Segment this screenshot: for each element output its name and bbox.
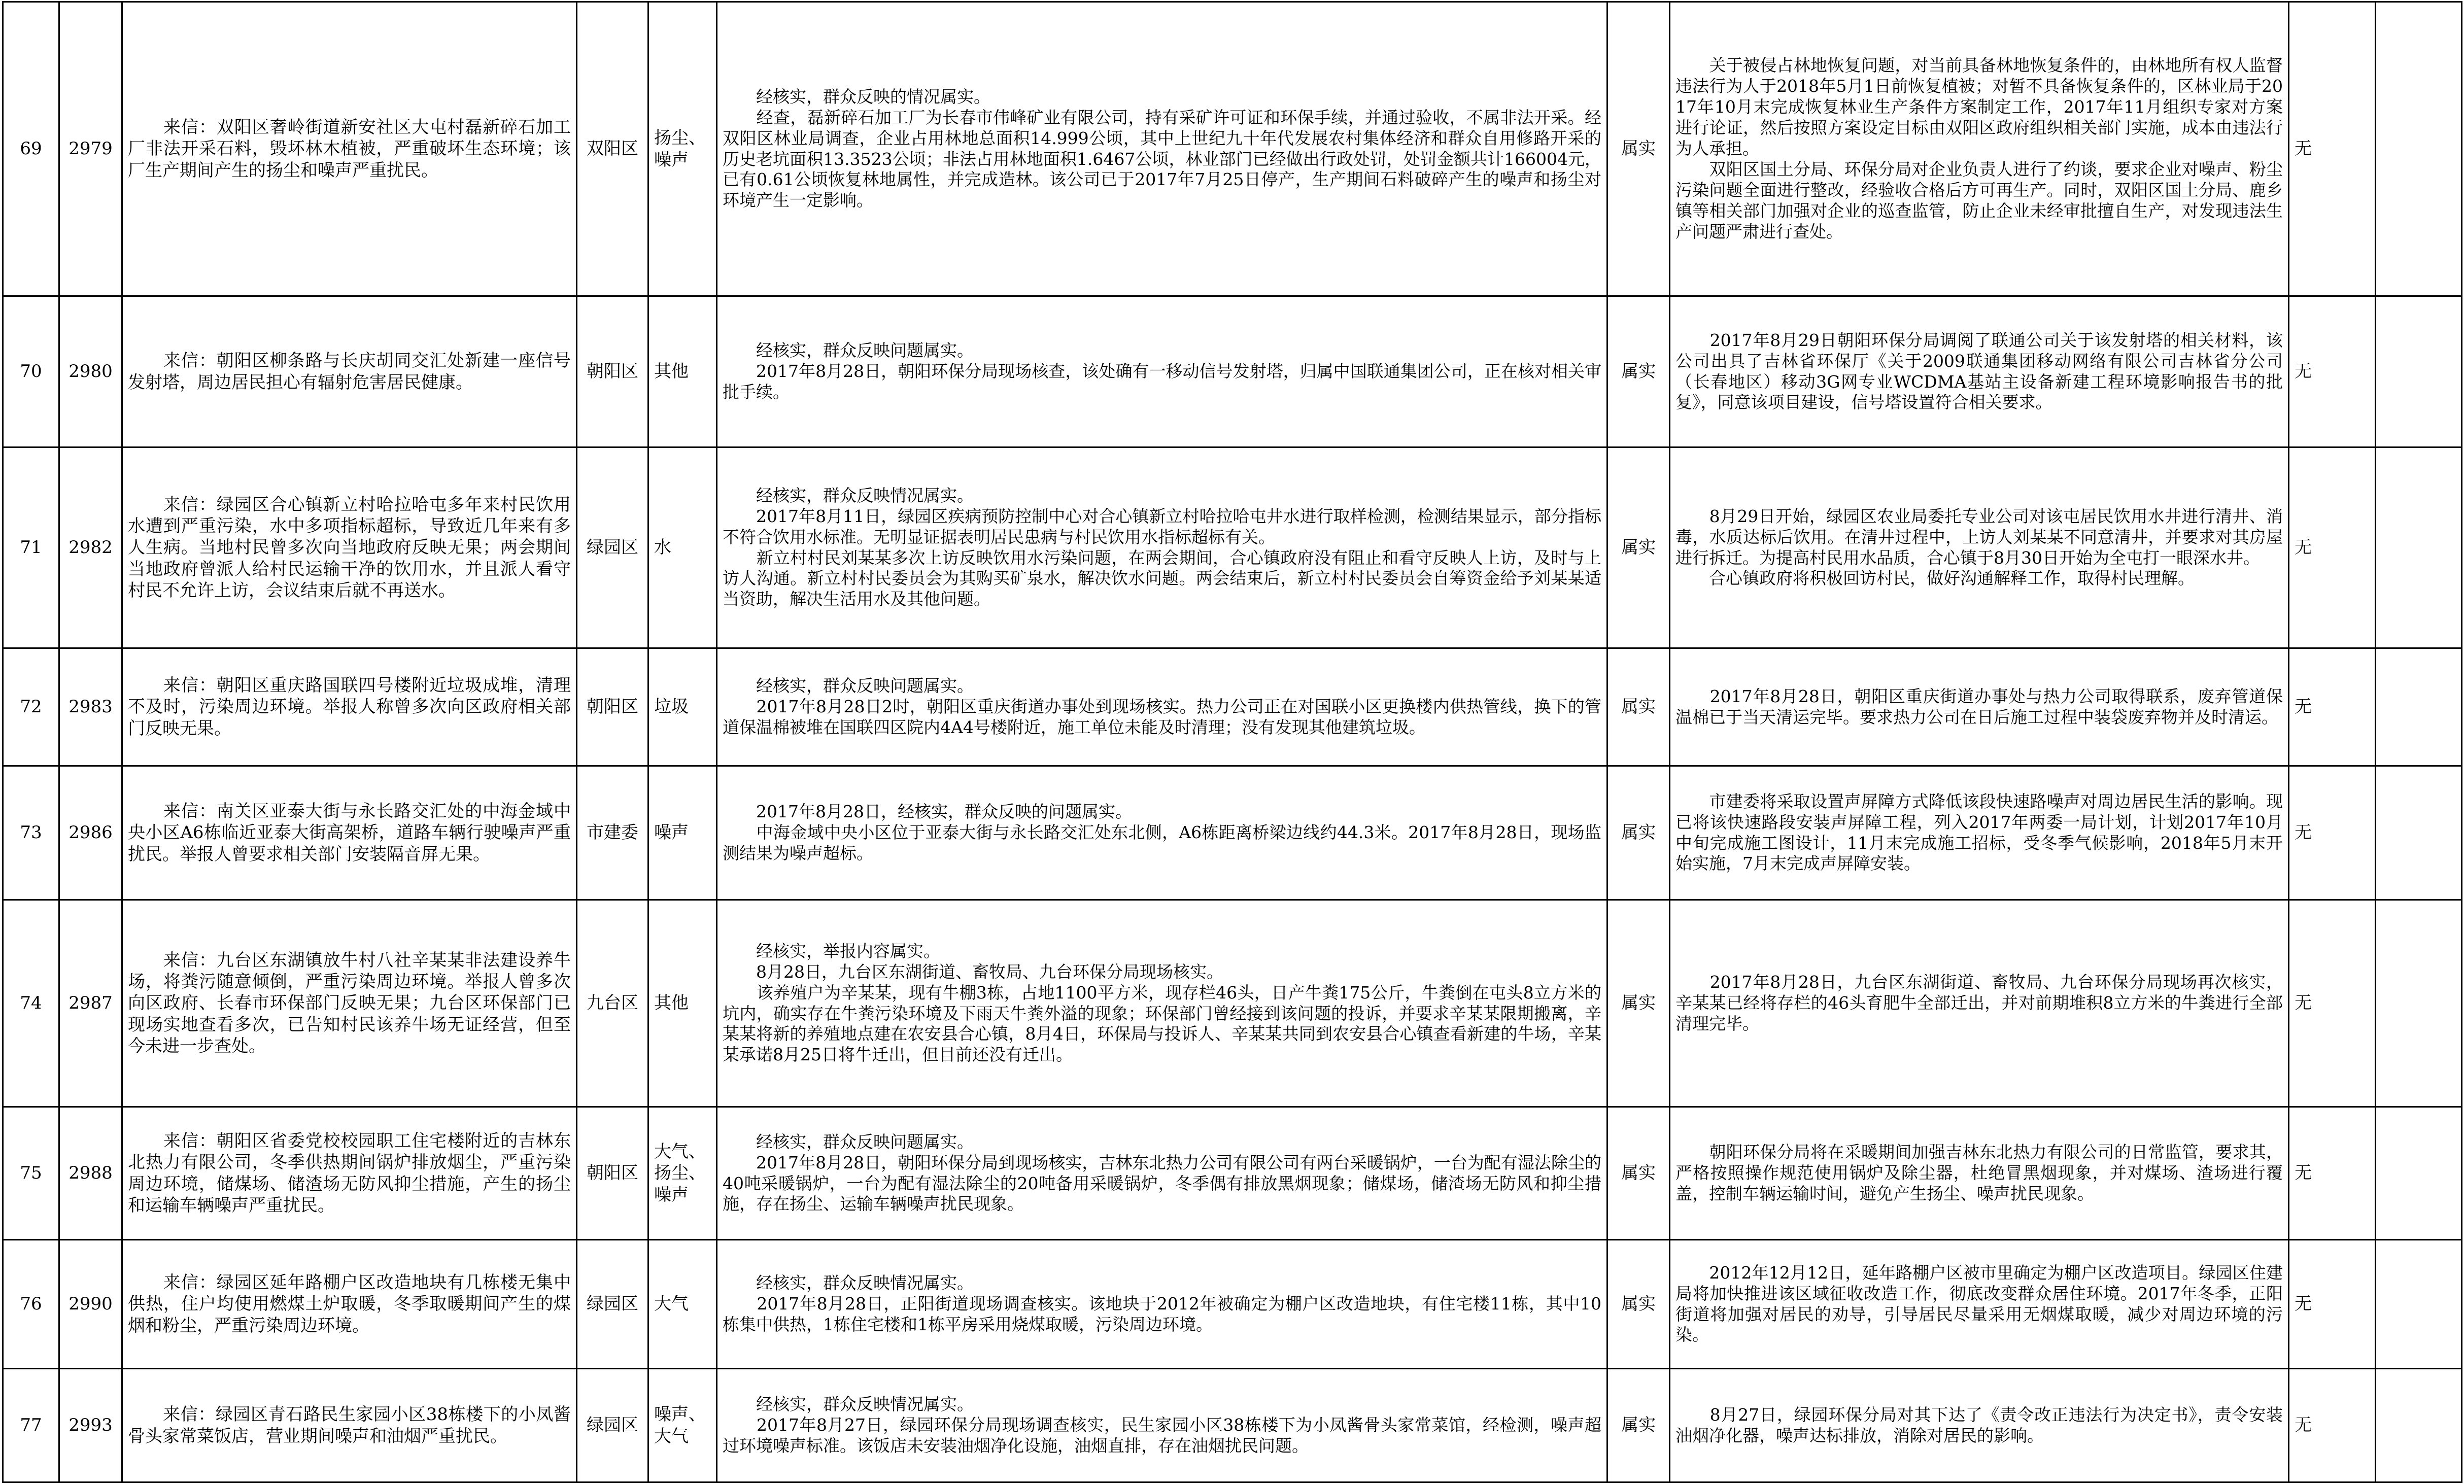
row-pollution-type: 噪声、大气 <box>648 1369 717 1482</box>
row-pollution-type: 其他 <box>648 900 717 1107</box>
row-extra <box>2376 1369 2462 1482</box>
table-row <box>3 648 2462 766</box>
row-finding: 经核实，群众反映问题属实。 2017年8月28日，朝阳环保分局到现场核实，吉林东北热力公司有限公司有两台采暖锅炉，一台为配有湿法除尘的40吨采暖锅炉，一台为配有湿法除尘的20吨备用采暖锅炉，冬季偶有排放黑烟现象；储煤场，储渣场无防风和抑尘措施，存在扬尘、运输车辆噪声扰民现象。 <box>717 1107 1607 1240</box>
row-handling: 2017年8月28日，九台区东湖街道、畜牧局、九台环保分局现场再次核实，辛某某已经将存栏的46头育肥牛全部迁出，并对前期堆积8立方米的牛粪进行全部清理完毕。 <box>1670 900 2289 1107</box>
row-district: 九台区 <box>577 900 648 1107</box>
row-district: 双阳区 <box>577 2 648 296</box>
row-verdict: 属实 <box>1607 648 1670 766</box>
row-seq: 72 <box>3 648 59 766</box>
row-case-id: 2988 <box>59 1107 122 1240</box>
row-accountability: 无 <box>2289 1107 2376 1240</box>
row-extra <box>2376 1107 2462 1240</box>
row-case-id: 2979 <box>59 2 122 296</box>
row-case-id: 2982 <box>59 447 122 648</box>
row-accountability: 无 <box>2289 296 2376 447</box>
row-finding: 经核实，举报内容属实。 8月28日，九台区东湖街道、畜牧局、九台环保分局现场核实。 该养殖户为辛某某，现有牛棚3栋，占地1100平方米，现存栏46头，日产牛粪175公斤，牛粪倒在屯头8立方米的坑内，确实存在牛粪污染环境及下雨天牛粪外溢的现象；环保部门曾经接到该问题的投诉，并要求辛某某限期搬离，辛某某将新的养殖地点建在农安县合心镇，8月4日，环保局与投诉人、辛某某共同到农安县合心镇查看新建的牛场，辛某某承诺8月25日将牛迁出，但目前还没有迁出。 <box>717 900 1607 1107</box>
row-verdict: 属实 <box>1607 2 1670 296</box>
row-district: 朝阳区 <box>577 296 648 447</box>
row-finding: 经核实，群众反映情况属实。 2017年8月27日，绿园环保分局现场调查核实，民生家园小区38栋楼下为小凤酱骨头家常菜馆，经检测，噪声超过环境噪声标准。该饭店未安装油烟净化设施，油烟直排，存在油烟扰民问题。 <box>717 1369 1607 1482</box>
table-row <box>3 900 2462 1107</box>
row-pollution-type: 垃圾 <box>648 648 717 766</box>
table-row <box>3 1369 2462 1482</box>
row-complaint: 来信：朝阳区柳条路与长庆胡同交汇处新建一座信号发射塔，周边居民担心有辐射危害居民健康。 <box>122 296 577 447</box>
row-district: 绿园区 <box>577 447 648 648</box>
row-extra <box>2376 1240 2462 1369</box>
row-complaint: 来信：南关区亚泰大街与永长路交汇处的中海金域中央小区A6栋临近亚泰大街高架桥，道路车辆行驶噪声严重扰民。举报人曾要求相关部门安装隔音屏无果。 <box>122 766 577 900</box>
row-complaint: 来信：朝阳区省委党校校园职工住宅楼附近的吉林东北热力有限公司，冬季供热期间锅炉排放烟尘，严重污染周边环境，储煤场、储渣场无防风抑尘措施，产生的扬尘和运输车辆噪声严重扰民。 <box>122 1107 577 1240</box>
row-finding: 2017年8月28日，经核实，群众反映的问题属实。 中海金域中央小区位于亚泰大街与永长路交汇处东北侧，A6栋距离桥梁边线约44.3米。2017年8月28日，现场监测结果为噪声超标。 <box>717 766 1607 900</box>
row-accountability: 无 <box>2289 1240 2376 1369</box>
row-pollution-type: 水 <box>648 447 717 648</box>
complaint-table <box>2 1 2462 1483</box>
row-case-id: 2993 <box>59 1369 122 1482</box>
row-accountability: 无 <box>2289 447 2376 648</box>
row-finding: 经核实，群众反映问题属实。 2017年8月28日，朝阳环保分局现场核查，该处确有一移动信号发射塔，归属中国联通集团公司，正在核对相关审批手续。 <box>717 296 1607 447</box>
table-row <box>3 447 2462 648</box>
row-district: 绿园区 <box>577 1369 648 1482</box>
row-extra <box>2376 296 2462 447</box>
row-handling: 8月29日开始，绿园区农业局委托专业公司对该屯居民饮用水井进行清井、消毒，水质达标后饮用。在清井过程中，上访人刘某某不同意清井，并要求对其房屋进行拆迁。为提高村民用水品质，合心镇于8月30日开始为全屯打一眼深水井。 合心镇政府将积极回访村民，做好沟通解释工作，取得村民理解。 <box>1670 447 2289 648</box>
row-case-id: 2986 <box>59 766 122 900</box>
row-pollution-type: 其他 <box>648 296 717 447</box>
row-verdict: 属实 <box>1607 1369 1670 1482</box>
row-district: 绿园区 <box>577 1240 648 1369</box>
row-verdict: 属实 <box>1607 447 1670 648</box>
row-pollution-type: 大气 <box>648 1240 717 1369</box>
row-accountability: 无 <box>2289 766 2376 900</box>
row-seq: 69 <box>3 2 59 296</box>
row-verdict: 属实 <box>1607 766 1670 900</box>
row-accountability: 无 <box>2289 900 2376 1107</box>
row-complaint: 来信：绿园区延年路棚户区改造地块有几栋楼无集中供热，住户均使用燃煤土炉取暖，冬季取暖期间产生的煤烟和粉尘，严重污染周边环境。 <box>122 1240 577 1369</box>
row-seq: 73 <box>3 766 59 900</box>
row-finding: 经核实，群众反映问题属实。 2017年8月28日2时，朝阳区重庆街道办事处到现场核实。热力公司正在对国联小区更换楼内供热管线，换下的管道保温棉被堆在国联四区院内4A4号楼附近，施工单位未能及时清理；没有发现其他建筑垃圾。 <box>717 648 1607 766</box>
row-pollution-type: 扬尘、噪声 <box>648 2 717 296</box>
row-district: 朝阳区 <box>577 648 648 766</box>
table-row <box>3 766 2462 900</box>
row-accountability: 无 <box>2289 2 2376 296</box>
row-seq: 71 <box>3 447 59 648</box>
row-extra <box>2376 648 2462 766</box>
row-pollution-type: 大气、扬尘、噪声 <box>648 1107 717 1240</box>
row-verdict: 属实 <box>1607 296 1670 447</box>
row-extra <box>2376 766 2462 900</box>
row-case-id: 2983 <box>59 648 122 766</box>
table-row <box>3 296 2462 447</box>
table-row <box>3 2 2462 296</box>
row-extra <box>2376 2 2462 296</box>
row-extra <box>2376 900 2462 1107</box>
table-row <box>3 1107 2462 1240</box>
row-case-id: 2987 <box>59 900 122 1107</box>
row-extra <box>2376 447 2462 648</box>
row-handling: 8月27日，绿园环保分局对其下达了《责令改正违法行为决定书》，责令安装油烟净化器，噪声达标排放，消除对居民的影响。 <box>1670 1369 2289 1482</box>
row-case-id: 2990 <box>59 1240 122 1369</box>
row-handling: 市建委将采取设置声屏障方式降低该段快速路噪声对周边居民生活的影响。现已将该快速路段安装声屏障工程，列入2017年两委一局计划，计划2017年10月中旬完成施工图设计，11月末完成施工招标，受冬季气候影响，2018年5月末开始实施，7月末完成声屏障安装。 <box>1670 766 2289 900</box>
row-verdict: 属实 <box>1607 1107 1670 1240</box>
row-finding: 经核实，群众反映情况属实。 2017年8月28日，正阳街道现场调查核实。该地块于2012年被确定为棚户区改造地块，有住宅楼11栋，其中10栋集中供热，1栋住宅楼和1栋平房采用烧煤取暖，污染周边环境。 <box>717 1240 1607 1369</box>
row-handling: 2017年8月28日，朝阳区重庆街道办事处与热力公司取得联系，废弃管道保温棉已于当天清运完毕。要求热力公司在日后施工过程中装袋废弃物并及时清运。 <box>1670 648 2289 766</box>
row-accountability: 无 <box>2289 648 2376 766</box>
row-seq: 74 <box>3 900 59 1107</box>
row-finding: 经核实，群众反映情况属实。 2017年8月11日，绿园区疾病预防控制中心对合心镇新立村哈拉哈屯井水进行取样检测，检测结果显示，部分指标不符合饮用水标准。无明显证据表明居民患病与村民饮用水指标超标有关。 新立村村民刘某某多次上访反映饮用水污染问题，在两会期间，合心镇政府没有阻止和看守反映人上访，及时与上访人沟通。新立村村民委员会为其购买矿泉水，解决饮水问题。两会结束后，新立村村民委员会自筹资金给予刘某某适当资助，解决生活用水及其他问题。 <box>717 447 1607 648</box>
row-seq: 76 <box>3 1240 59 1369</box>
row-seq: 75 <box>3 1107 59 1240</box>
row-handling: 朝阳环保分局将在采暖期间加强吉林东北热力有限公司的日常监管，要求其，严格按照操作规范使用锅炉及除尘器，杜绝冒黑烟现象，并对煤场、渣场进行覆盖，控制车辆运输时间，避免产生扬尘、噪声扰民现象。 <box>1670 1107 2289 1240</box>
row-district: 朝阳区 <box>577 1107 648 1240</box>
row-verdict: 属实 <box>1607 1240 1670 1369</box>
row-verdict: 属实 <box>1607 900 1670 1107</box>
row-complaint: 来信：绿园区合心镇新立村哈拉哈屯多年来村民饮用水遭到严重污染，水中多项指标超标，导致近几年来有多人生病。当地村民曾多次向当地政府反映无果；两会期间当地政府曾派人给村民运输干净的饮用水，并且派人看守村民不允许上访，会议结束后就不再送水。 <box>122 447 577 648</box>
row-pollution-type: 噪声 <box>648 766 717 900</box>
row-complaint: 来信：九台区东湖镇放牛村八社辛某某非法建设养牛场，将粪污随意倾倒，严重污染周边环境。举报人曾多次向区政府、长春市环保部门反映无果；九台区环保部门已现场实地查看多次，已告知村民该养牛场无证经营，但至今未进一步查处。 <box>122 900 577 1107</box>
row-district: 市建委 <box>577 766 648 900</box>
row-finding: 经核实，群众反映的情况属实。 经查，磊新碎石加工厂为长春市伟峰矿业有限公司，持有采矿许可证和环保手续，并通过验收，不属非法开采。经双阳区林业局调查，企业占用林地总面积14.999公顷，其中上世纪九十年代发展农村集体经济和群众自用修路开采的历史老坑面积13.3523公顷；非法占用林地面积1.6467公顷，林业部门已经做出行政处罚，处罚金额共计166004元，已有0.61公顷恢复林地属性，并完成造林。该公司已于2017年7月25日停产，生产期间石料破碎产生的噪声和扬尘对环境产生一定影响。 <box>717 2 1607 296</box>
row-complaint: 来信：绿园区青石路民生家园小区38栋楼下的小凤酱骨头家常菜饭店，营业期间噪声和油烟严重扰民。 <box>122 1369 577 1482</box>
table-row <box>3 1240 2462 1369</box>
row-seq: 77 <box>3 1369 59 1482</box>
row-complaint: 来信：朝阳区重庆路国联四号楼附近垃圾成堆，清理不及时，污染周边环境。举报人称曾多次向区政府相关部门反映无果。 <box>122 648 577 766</box>
row-handling: 2012年12月12日，延年路棚户区被市里确定为棚户区改造项目。绿园区住建局将加快推进该区域征收改造工作，彻底改变群众居住环境。2017年冬季，正阳街道将加强对居民的劝导，引导居民尽量采用无烟煤取暖，减少对周边环境的污染。 <box>1670 1240 2289 1369</box>
row-complaint: 来信：双阳区奢岭街道新安社区大屯村磊新碎石加工厂非法开采石料，毁坏林木植被，严重破坏生态环境；该厂生产期间产生的扬尘和噪声严重扰民。 <box>122 2 577 296</box>
row-accountability: 无 <box>2289 1369 2376 1482</box>
row-handling: 关于被侵占林地恢复问题，对当前具备林地恢复条件的，由林地所有权人监督违法行为人于2018年5月1日前恢复植被；对暂不具备恢复条件的，区林业局于2017年10月末完成恢复林业生产条件方案制定工作，2017年11月组织专家对方案进行论证，然后按照方案设定目标由双阳区政府组织相关部门实施，成本由违法行为人承担。 双阳区国土分局、环保分局对企业负责人进行了约谈，要求企业对噪声、粉尘污染问题全面进行整改，经验收合格后方可再生产。同时，双阳区国土分局、鹿乡镇等相关部门加强对企业的巡查监管，防止企业未经审批擅自生产，对发现违法生产问题严肃进行查处。 <box>1670 2 2289 296</box>
row-case-id: 2980 <box>59 296 122 447</box>
row-seq: 70 <box>3 296 59 447</box>
row-handling: 2017年8月29日朝阳环保分局调阅了联通公司关于该发射塔的相关材料，该公司出具了吉林省环保厅《关于2009联通集团移动网络有限公司吉林省分公司（长春地区）移动3G网专业WCDMA基站主设备新建工程环境影响报告书的批复》，同意该项目建设，信号塔设置符合相关要求。 <box>1670 296 2289 447</box>
